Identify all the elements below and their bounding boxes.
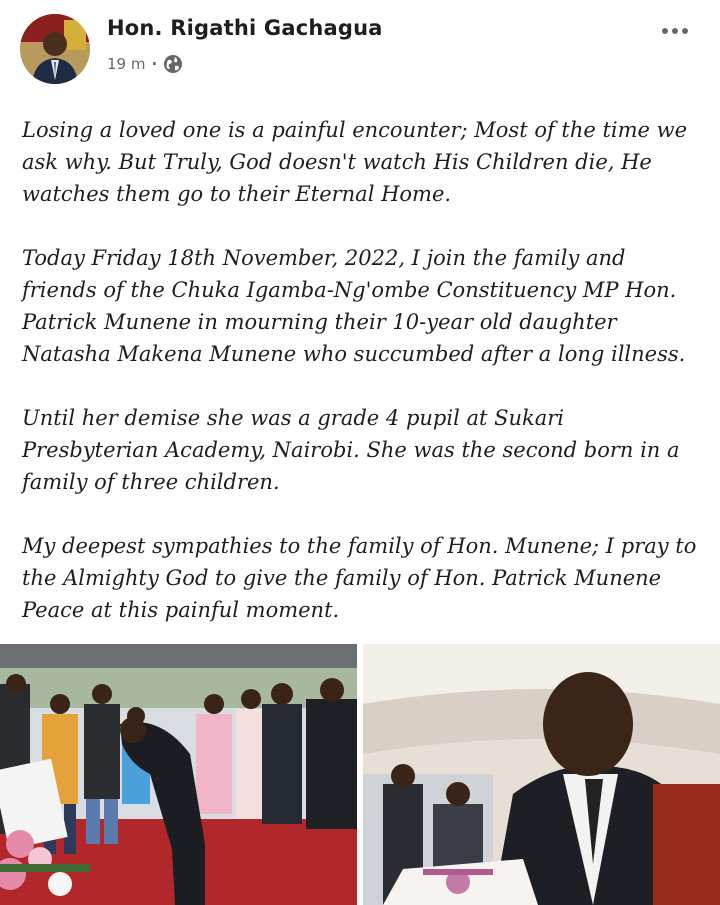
globe-icon xyxy=(163,54,183,74)
more-options-icon[interactable] xyxy=(662,28,688,34)
photo-reading-program[interactable] xyxy=(363,644,720,905)
post-header xyxy=(0,0,720,100)
post-paragraph: Until her demise she was a grade 4 pupil at Sukari Presbyterian Academy, Nairobi. She was the second born in a family of three children. xyxy=(22,406,680,494)
meta-separator: · xyxy=(151,55,158,73)
post-body xyxy=(22,114,702,658)
post-timestamp[interactable]: 19 m xyxy=(107,55,146,73)
post-photos xyxy=(0,644,720,905)
post-paragraph: My deepest sympathies to the family of Hon. Munene; I pray to the Almighty God to give the family of Hon. Patrick Munene Peace at this painful moment. xyxy=(22,534,697,622)
post-paragraph: Today Friday 18th November, 2022, I join the family and friends of the Chuka Igamba-Ng'ombe Constituency MP Hon. Patrick Munene in mourning their 10-year old daughter Natasha Makena Munene who succumbed after a long illness. xyxy=(22,246,686,366)
author-avatar[interactable] xyxy=(20,14,90,84)
post-meta xyxy=(107,54,183,74)
post-paragraph: Losing a loved one is a painful encounter; Most of the time we ask why. But Truly, God doesn't watch His Children die, He watches them go to their Eternal Home. xyxy=(22,118,688,206)
author-name[interactable]: Hon. Rigathi Gachagua xyxy=(107,16,383,40)
photo-mourners-at-casket[interactable] xyxy=(0,644,357,905)
